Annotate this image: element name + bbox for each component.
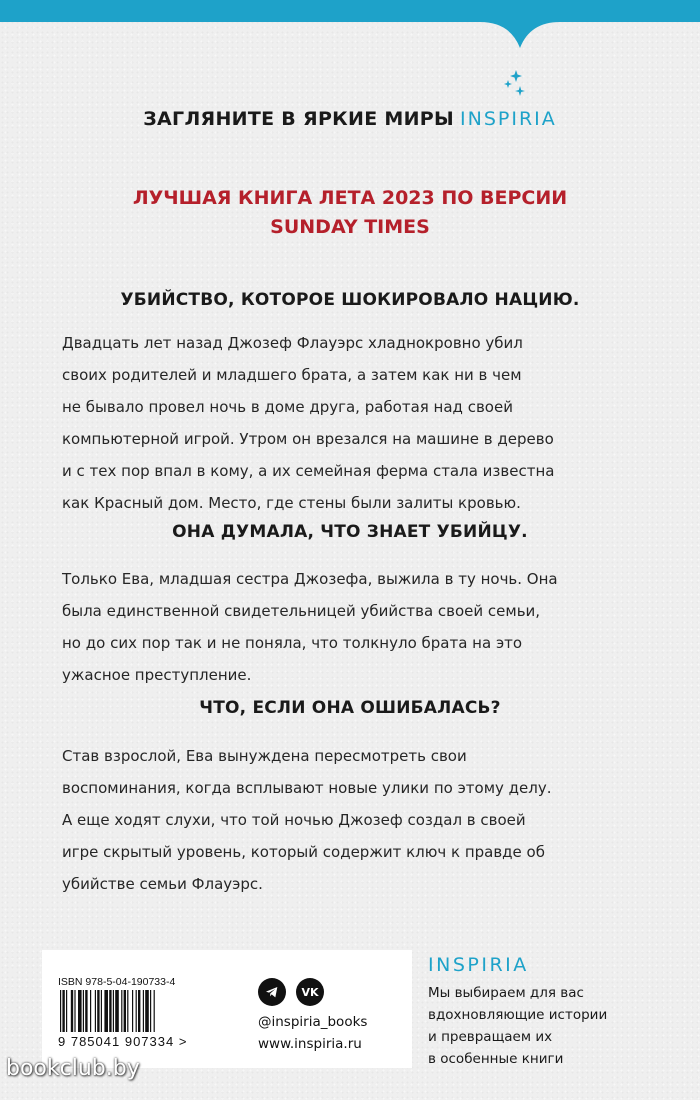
text-line: компьютерной игрой. Утром он врезался на машине в дерево (62, 430, 554, 448)
social-handle[interactable]: @inspiria_books (258, 1014, 368, 1030)
vk-icon[interactable]: VK (296, 978, 324, 1006)
headline-lead: ЗАГЛЯНИТЕ В ЯРКИЕ МИРЫ (143, 108, 455, 130)
text-line: игре скрытый уровень, который содержит ключ к правде об (62, 843, 545, 861)
text-line: Двадцать лет назад Джозеф Флауэрс хладнокровно убил (62, 334, 523, 352)
text-line: не бывало провел ночь в доме друга, работая над своей (62, 398, 513, 416)
publisher-logo: INSPIRIA (428, 954, 529, 976)
text-line: убийстве семьи Флауэрс. (62, 875, 263, 893)
text-line: Став взрослой, Ева вынуждена пересмотреть свои (62, 747, 467, 765)
tagline-line: и превращаем их (428, 1029, 553, 1045)
text-line: А еще ходят слухи, что той ночью Джозеф создал в своей (62, 811, 526, 829)
section-title-mistaken: ЧТО, ЕСЛИ ОНА ОШИБАЛАСЬ? (199, 698, 501, 718)
tagline-line: вдохновляющие истории (428, 1007, 608, 1023)
award-banner (60, 184, 640, 242)
text-line: ужасное преступление. (62, 666, 252, 684)
award-line: ЛУЧШАЯ КНИГА ЛЕТА 2023 ПО ВЕРСИИ (132, 187, 568, 209)
text-line: как Красный дом. Место, где стены были залиты кровью. (62, 494, 521, 512)
barcode-panel (42, 950, 412, 1068)
text-line: Только Ева, младшая сестра Джозефа, выжила в ту ночь. Она (62, 570, 558, 588)
website-link[interactable]: www.inspiria.ru (258, 1036, 362, 1052)
section-text-murder (62, 327, 662, 519)
section-title-murder: УБИЙСТВО, КОТОРОЕ ШОКИРОВАЛО НАЦИЮ. (120, 290, 580, 310)
site-watermark: bookclub.by (6, 1056, 140, 1081)
isbn-number: ISBN 978-5-04-190733-4 (58, 976, 176, 988)
telegram-icon[interactable] (258, 978, 286, 1006)
section-text-knows (62, 563, 662, 691)
headline-brand: INSPIRIA (460, 108, 557, 130)
publisher-tagline (428, 982, 688, 1070)
text-line: была единственной свидетельницей убийства своей семьи, (62, 602, 541, 620)
text-line: своих родителей и младшего брата, а затем как ни в чем (62, 366, 522, 384)
publisher-block (428, 954, 688, 1070)
barcode-digits: 9 785041 907334 > (58, 1034, 188, 1049)
section-text-mistaken (62, 740, 662, 900)
top-color-band (0, 0, 700, 60)
section-title-knows: ОНА ДУМАЛА, ЧТО ЗНАЕТ УБИЙЦУ. (172, 522, 528, 542)
barcode (58, 990, 248, 1032)
text-line: но до сих пор так и не поняла, что толкнуло брата на это (62, 634, 523, 652)
cover-headline (0, 108, 700, 130)
award-line: SUNDAY TIMES (270, 216, 430, 238)
text-line: воспоминания, когда всплывают новые улики по этому делу. (62, 779, 552, 797)
sparkle-icon (500, 64, 540, 104)
tagline-line: в особенные книги (428, 1051, 564, 1067)
tagline-line: Мы выбираем для вас (428, 985, 584, 1001)
text-line: и с тех пор впал в кому, а их семейная ферма стала известна (62, 462, 555, 480)
